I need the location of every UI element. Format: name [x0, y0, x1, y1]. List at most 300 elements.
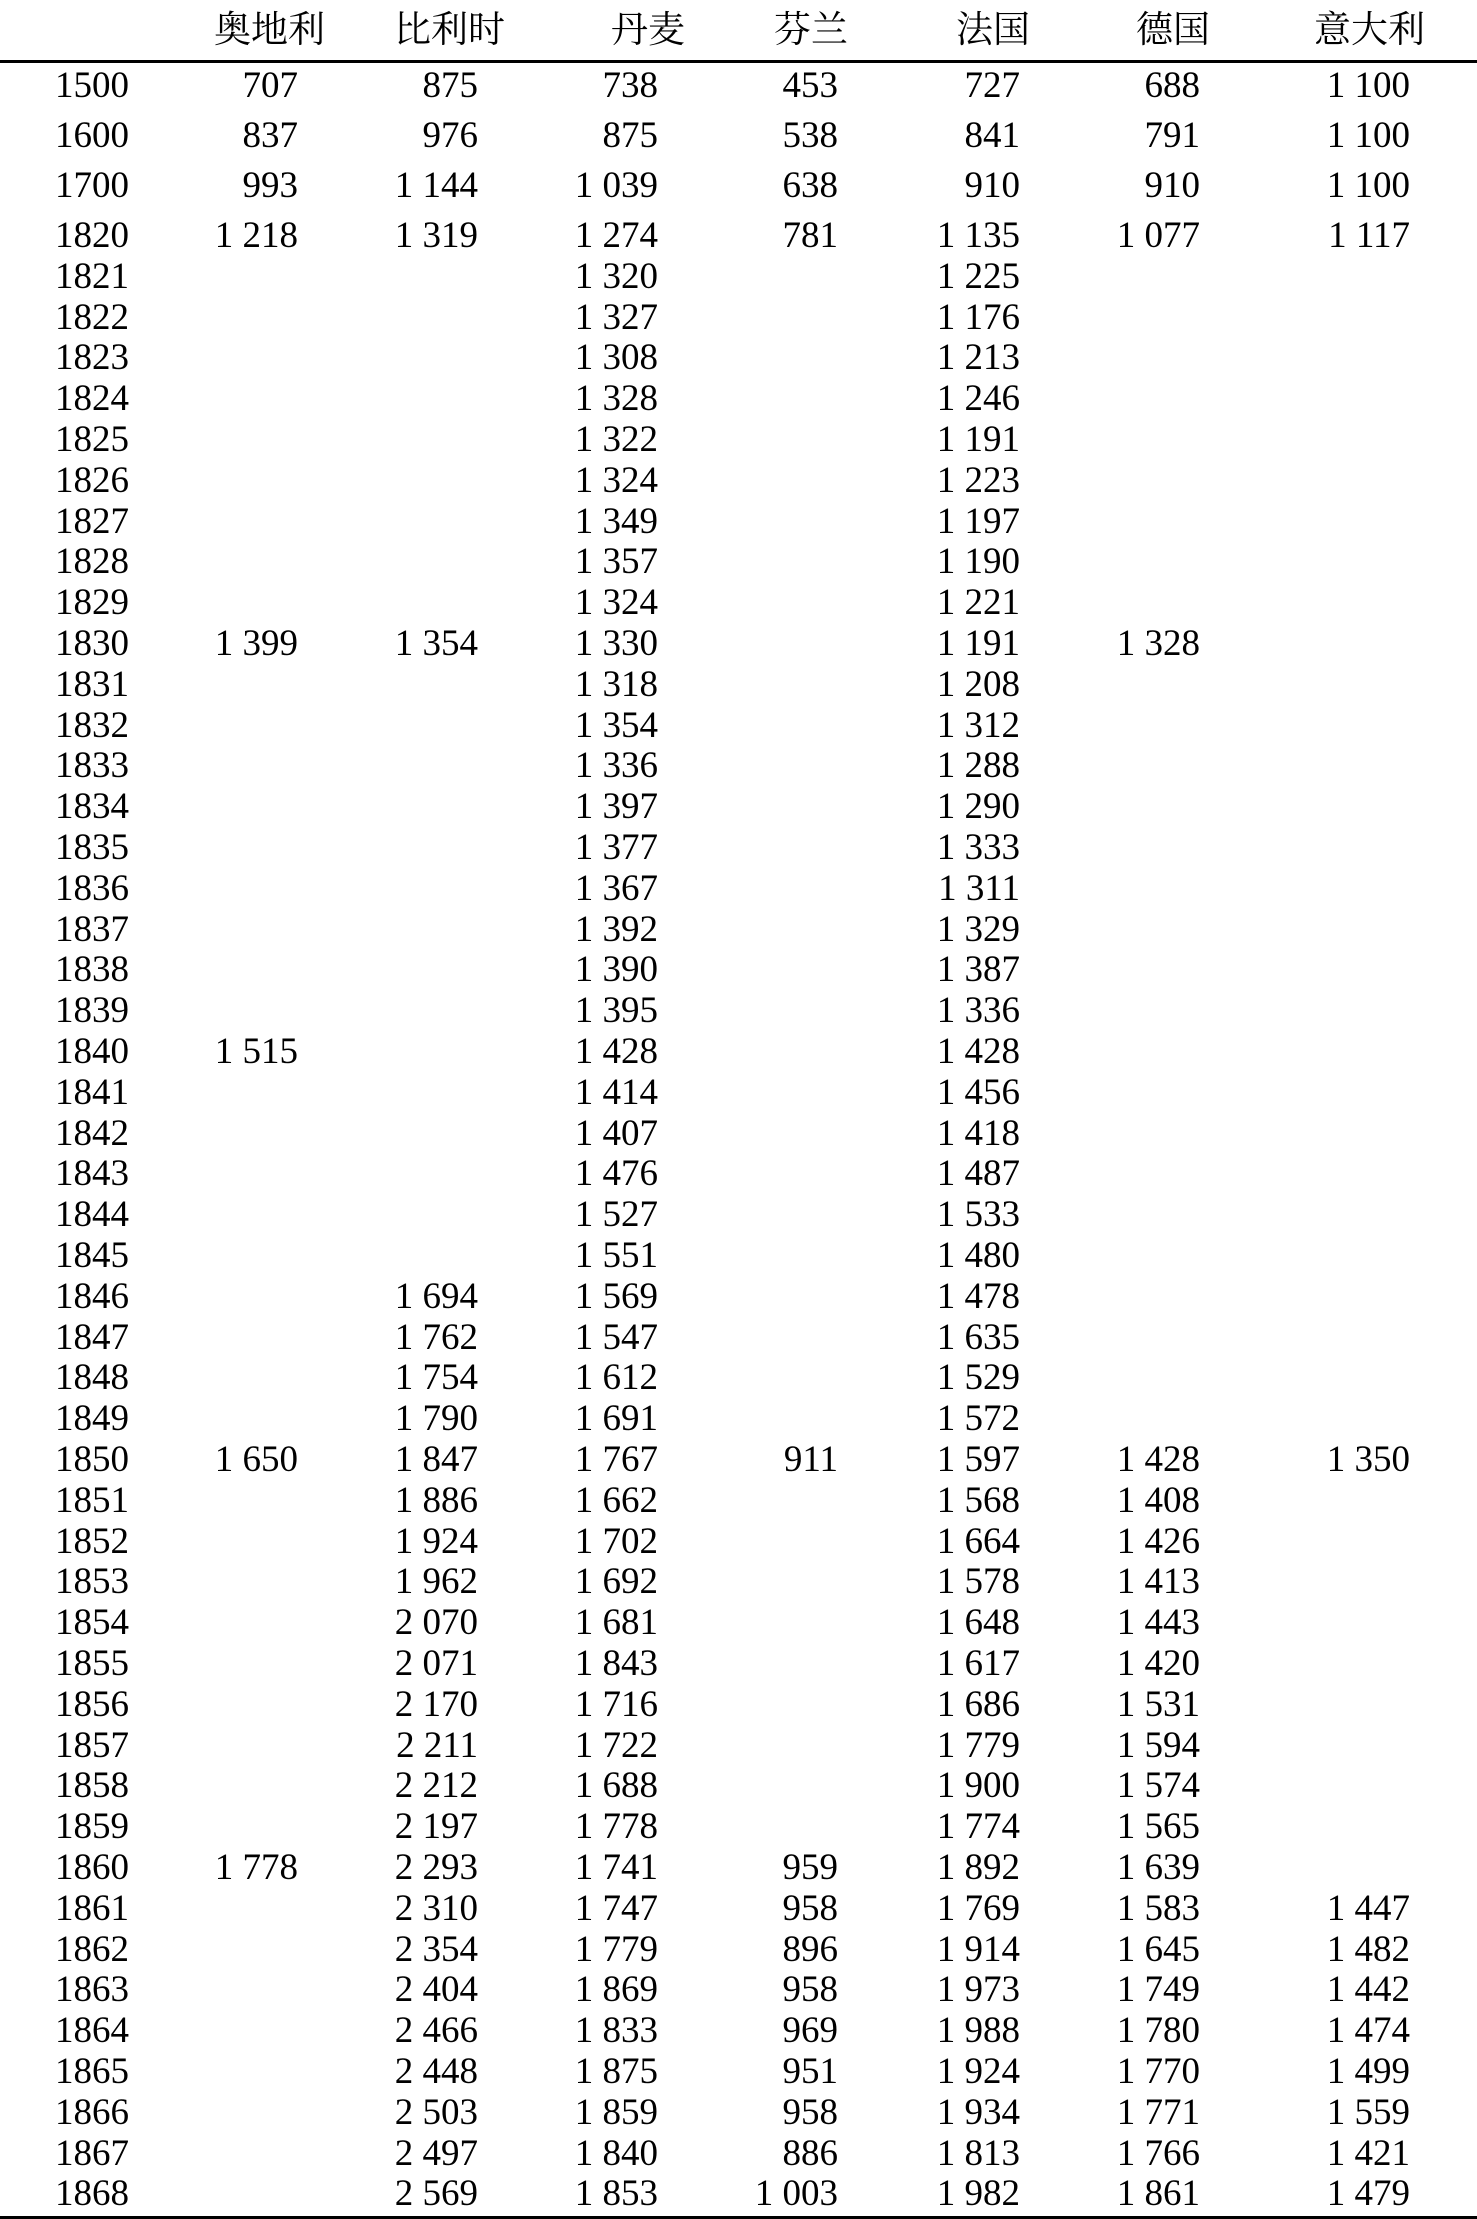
value-cell-finland: 453 — [782, 65, 838, 106]
header-austria: 奥地利 — [214, 8, 325, 51]
value-cell-finland: 958 — [782, 2091, 838, 2133]
value-cell-france: 1 480 — [936, 1235, 1020, 1276]
table-row — [0, 910, 1477, 950]
value-cell-denmark: 1 367 — [574, 867, 658, 909]
value-cell-denmark: 1 336 — [574, 745, 658, 787]
value-cell-france: 1 769 — [936, 1887, 1020, 1929]
value-cell-finland: 969 — [782, 2010, 838, 2052]
table-row — [0, 1766, 1477, 1806]
value-cell-belgium: 976 — [422, 115, 478, 156]
header-denmark: 丹麦 — [611, 8, 685, 51]
value-cell-finland: 896 — [782, 1928, 838, 1970]
value-cell-denmark: 1 390 — [574, 949, 658, 991]
value-cell-denmark: 1 662 — [574, 1479, 658, 1521]
year-cell: 1838 — [55, 949, 129, 991]
table-row — [0, 1440, 1477, 1480]
table-row — [0, 1685, 1477, 1725]
value-cell-france: 1 428 — [936, 1031, 1020, 1072]
value-cell-denmark: 1 414 — [574, 1071, 658, 1113]
table-row — [0, 991, 1477, 1031]
table-row — [0, 1073, 1477, 1113]
table-row — [0, 1807, 1477, 1847]
value-cell-france: 1 197 — [936, 500, 1020, 542]
value-cell-italy: 1 421 — [1326, 2132, 1410, 2174]
year-cell: 1855 — [55, 1643, 129, 1684]
table-row — [0, 1562, 1477, 1602]
value-cell-belgium: 1 144 — [394, 165, 478, 206]
table-row — [0, 1930, 1477, 1970]
year-cell: 1843 — [55, 1153, 129, 1195]
value-cell-denmark: 1 547 — [574, 1316, 658, 1358]
year-cell: 1867 — [55, 2132, 129, 2174]
value-cell-italy: 1 100 — [1326, 165, 1410, 206]
value-cell-denmark: 1 843 — [574, 1643, 658, 1684]
value-cell-france: 1 914 — [936, 1928, 1020, 1970]
value-cell-germany: 1 426 — [1116, 1520, 1200, 1562]
value-cell-france: 1 934 — [936, 2091, 1020, 2133]
value-cell-denmark: 1 322 — [574, 419, 658, 460]
year-cell: 1863 — [55, 1969, 129, 2011]
value-cell-france: 1 664 — [936, 1520, 1020, 1562]
value-cell-finland: 959 — [782, 1847, 838, 1888]
value-cell-denmark: 1 039 — [574, 165, 658, 206]
value-cell-belgium: 2 448 — [394, 2051, 478, 2092]
table-row — [0, 257, 1477, 297]
value-cell-france: 1 225 — [936, 255, 1020, 297]
value-cell-austria: 837 — [242, 115, 298, 156]
value-cell-france: 1 982 — [936, 2173, 1020, 2215]
table-row — [0, 1481, 1477, 1521]
year-cell: 1854 — [55, 1602, 129, 1644]
value-cell-germany: 1 077 — [1116, 215, 1200, 256]
table-row — [0, 1644, 1477, 1684]
value-cell-belgium: 2 070 — [394, 1602, 478, 1644]
value-cell-denmark: 1 767 — [574, 1439, 658, 1480]
value-cell-france: 1 290 — [936, 786, 1020, 828]
value-cell-germany: 1 766 — [1116, 2132, 1200, 2174]
table-row — [0, 116, 1477, 156]
value-cell-belgium: 1 886 — [394, 1479, 478, 1521]
value-cell-denmark: 1 551 — [574, 1235, 658, 1276]
value-cell-germany: 1 749 — [1116, 1969, 1200, 2011]
year-cell: 1864 — [55, 2010, 129, 2052]
value-cell-belgium: 2 404 — [394, 1969, 478, 2011]
value-cell-france: 1 779 — [936, 1724, 1020, 1766]
value-cell-denmark: 1 377 — [574, 827, 658, 868]
value-cell-france: 1 311 — [938, 867, 1020, 909]
table-row — [0, 461, 1477, 501]
year-cell: 1866 — [55, 2091, 129, 2133]
table-row — [0, 828, 1477, 868]
table-row — [0, 1195, 1477, 1235]
value-cell-denmark: 1 328 — [574, 378, 658, 420]
value-cell-belgium: 2 170 — [394, 1683, 478, 1725]
year-cell: 1827 — [55, 500, 129, 542]
value-cell-france: 1 568 — [936, 1479, 1020, 1521]
table-row — [0, 787, 1477, 827]
value-cell-denmark: 738 — [602, 65, 658, 106]
value-cell-denmark: 1 716 — [574, 1683, 658, 1725]
year-cell: 1852 — [55, 1520, 129, 1562]
year-cell: 1835 — [55, 827, 129, 868]
value-cell-denmark: 1 527 — [574, 1194, 658, 1236]
value-cell-france: 841 — [964, 115, 1020, 156]
year-cell: 1860 — [55, 1847, 129, 1888]
year-cell: 1830 — [55, 623, 129, 664]
value-cell-italy: 1 100 — [1326, 115, 1410, 156]
table-row — [0, 1114, 1477, 1154]
year-cell: 1834 — [55, 786, 129, 828]
table-row — [0, 2011, 1477, 2051]
value-cell-belgium: 2 497 — [394, 2132, 478, 2174]
value-cell-austria: 707 — [242, 65, 298, 106]
year-cell: 1846 — [55, 1275, 129, 1317]
value-cell-denmark: 1 859 — [574, 2091, 658, 2133]
value-cell-belgium: 2 466 — [394, 2010, 478, 2052]
table-row — [0, 66, 1477, 106]
table-row — [0, 2174, 1477, 2214]
value-cell-germany: 1 594 — [1116, 1724, 1200, 1766]
value-cell-france: 1 686 — [936, 1683, 1020, 1725]
value-cell-finland: 951 — [782, 2051, 838, 2092]
value-cell-denmark: 1 722 — [574, 1724, 658, 1766]
value-cell-france: 1 208 — [936, 663, 1020, 705]
value-cell-germany: 1 531 — [1116, 1683, 1200, 1725]
value-cell-finland: 958 — [782, 1887, 838, 1929]
value-cell-denmark: 1 875 — [574, 2051, 658, 2092]
value-cell-germany: 791 — [1144, 115, 1200, 156]
value-cell-finland: 781 — [782, 215, 838, 256]
year-cell: 1868 — [55, 2173, 129, 2215]
value-cell-austria: 1 515 — [214, 1031, 298, 1072]
value-cell-germany: 1 861 — [1116, 2173, 1200, 2215]
value-cell-finland: 958 — [782, 1969, 838, 2011]
year-cell: 1841 — [55, 1071, 129, 1113]
value-cell-belgium: 2 310 — [394, 1887, 478, 1929]
value-cell-denmark: 1 324 — [574, 459, 658, 501]
value-cell-austria: 1 399 — [214, 623, 298, 664]
value-cell-italy: 1 499 — [1326, 2051, 1410, 2092]
value-cell-denmark: 1 741 — [574, 1847, 658, 1888]
header-germany: 德国 — [1136, 8, 1210, 51]
value-cell-france: 1 648 — [936, 1602, 1020, 1644]
value-cell-germany: 1 328 — [1116, 623, 1200, 664]
year-cell: 1836 — [55, 867, 129, 909]
value-cell-germany: 1 771 — [1116, 2091, 1200, 2133]
year-cell: 1853 — [55, 1561, 129, 1603]
table-row — [0, 298, 1477, 338]
value-cell-denmark: 1 747 — [574, 1887, 658, 1929]
value-cell-denmark: 1 274 — [574, 215, 658, 256]
value-cell-belgium: 1 319 — [394, 215, 478, 256]
table-row — [0, 1603, 1477, 1643]
value-cell-denmark: 1 324 — [574, 582, 658, 624]
value-cell-denmark: 1 833 — [574, 2010, 658, 2052]
value-cell-france: 1 418 — [936, 1112, 1020, 1154]
value-cell-belgium: 2 293 — [394, 1847, 478, 1888]
value-cell-denmark: 1 397 — [574, 786, 658, 828]
value-cell-denmark: 875 — [602, 115, 658, 156]
value-cell-france: 1 191 — [936, 623, 1020, 664]
year-cell: 1824 — [55, 378, 129, 420]
value-cell-france: 1 533 — [936, 1194, 1020, 1236]
year-cell: 1851 — [55, 1479, 129, 1521]
value-cell-belgium: 2 197 — [394, 1806, 478, 1848]
value-cell-denmark: 1 349 — [574, 500, 658, 542]
table-row — [0, 2052, 1477, 2092]
value-cell-finland: 538 — [782, 115, 838, 156]
value-cell-france: 1 191 — [936, 419, 1020, 460]
value-cell-france: 1 176 — [936, 296, 1020, 338]
value-cell-denmark: 1 320 — [574, 255, 658, 297]
table-row — [0, 665, 1477, 705]
value-cell-finland: 638 — [782, 165, 838, 206]
value-cell-belgium: 2 211 — [396, 1724, 478, 1766]
value-cell-france: 1 221 — [936, 582, 1020, 624]
value-cell-italy: 1 117 — [1328, 215, 1410, 256]
value-cell-denmark: 1 357 — [574, 541, 658, 583]
year-cell: 1829 — [55, 582, 129, 624]
year-cell: 1822 — [55, 296, 129, 338]
value-cell-france: 1 333 — [936, 827, 1020, 868]
year-cell: 1862 — [55, 1928, 129, 1970]
table-row — [0, 2134, 1477, 2174]
value-cell-france: 1 456 — [936, 1071, 1020, 1113]
value-cell-france: 1 635 — [936, 1316, 1020, 1358]
value-cell-italy: 1 100 — [1326, 65, 1410, 106]
header-finland: 芬兰 — [774, 8, 848, 51]
value-cell-belgium: 1 354 — [394, 623, 478, 664]
value-cell-france: 1 597 — [936, 1439, 1020, 1480]
value-cell-france: 1 988 — [936, 2010, 1020, 2052]
table-row — [0, 1848, 1477, 1888]
table-row — [0, 420, 1477, 460]
value-cell-germany: 1 408 — [1116, 1479, 1200, 1521]
value-cell-france: 1 813 — [936, 2132, 1020, 2174]
value-cell-france: 1 973 — [936, 1969, 1020, 2011]
value-cell-france: 1 223 — [936, 459, 1020, 501]
table-header-row — [0, 0, 1477, 63]
year-cell: 1832 — [55, 704, 129, 746]
table-row — [0, 746, 1477, 786]
value-cell-denmark: 1 869 — [574, 1969, 658, 2011]
year-cell: 1600 — [55, 115, 129, 156]
value-cell-denmark: 1 330 — [574, 623, 658, 664]
value-cell-italy: 1 559 — [1326, 2091, 1410, 2133]
year-cell: 1858 — [55, 1765, 129, 1807]
value-cell-belgium: 2 503 — [394, 2091, 478, 2133]
value-cell-france: 1 288 — [936, 745, 1020, 787]
value-cell-germany: 1 639 — [1116, 1847, 1200, 1888]
year-cell: 1500 — [55, 65, 129, 106]
value-cell-france: 1 578 — [936, 1561, 1020, 1603]
value-cell-france: 1 900 — [936, 1765, 1020, 1807]
value-cell-denmark: 1 778 — [574, 1806, 658, 1848]
value-cell-denmark: 1 779 — [574, 1928, 658, 1970]
year-cell: 1821 — [55, 255, 129, 297]
value-cell-italy: 1 479 — [1326, 2173, 1410, 2215]
year-cell: 1823 — [55, 337, 129, 379]
year-cell: 1828 — [55, 541, 129, 583]
year-cell: 1840 — [55, 1031, 129, 1072]
value-cell-belgium: 1 790 — [394, 1398, 478, 1440]
value-cell-france: 1 924 — [936, 2051, 1020, 2092]
value-cell-belgium: 1 694 — [394, 1275, 478, 1317]
value-cell-germany: 1 413 — [1116, 1561, 1200, 1603]
year-cell: 1847 — [55, 1316, 129, 1358]
table-row — [0, 1358, 1477, 1398]
value-cell-italy: 1 482 — [1326, 1928, 1410, 1970]
value-cell-italy: 1 442 — [1326, 1969, 1410, 2011]
year-cell: 1844 — [55, 1194, 129, 1236]
value-cell-denmark: 1 428 — [574, 1031, 658, 1072]
value-cell-france: 1 774 — [936, 1806, 1020, 1848]
table-row — [0, 1889, 1477, 1929]
value-cell-france: 727 — [964, 65, 1020, 106]
value-cell-france: 1 617 — [936, 1643, 1020, 1684]
value-cell-finland: 886 — [782, 2132, 838, 2174]
value-cell-france: 1 190 — [936, 541, 1020, 583]
table-row — [0, 2093, 1477, 2133]
value-cell-italy: 1 474 — [1326, 2010, 1410, 2052]
table-row — [0, 1726, 1477, 1766]
value-cell-denmark: 1 395 — [574, 990, 658, 1032]
year-cell: 1850 — [55, 1439, 129, 1480]
value-cell-denmark: 1 612 — [574, 1357, 658, 1399]
header-france: 法国 — [956, 8, 1030, 51]
table-row — [0, 216, 1477, 256]
table-row — [0, 1399, 1477, 1439]
value-cell-germany: 1 645 — [1116, 1928, 1200, 1970]
value-cell-germany: 1 574 — [1116, 1765, 1200, 1807]
value-cell-denmark: 1 702 — [574, 1520, 658, 1562]
table-row — [0, 706, 1477, 746]
table-row — [0, 1032, 1477, 1072]
value-cell-france: 1 892 — [936, 1847, 1020, 1888]
header-italy: 意大利 — [1314, 8, 1425, 51]
table-row — [0, 1154, 1477, 1194]
value-cell-finland: 911 — [783, 1439, 838, 1480]
value-cell-france: 1 478 — [936, 1275, 1020, 1317]
table-row — [0, 624, 1477, 664]
value-cell-germany: 1 443 — [1116, 1602, 1200, 1644]
value-cell-france: 1 572 — [936, 1398, 1020, 1440]
value-cell-belgium: 1 962 — [394, 1561, 478, 1603]
value-cell-belgium: 1 762 — [394, 1316, 478, 1358]
table-row — [0, 542, 1477, 582]
value-cell-italy: 1 350 — [1326, 1439, 1410, 1480]
year-cell: 1837 — [55, 908, 129, 950]
table-row — [0, 338, 1477, 378]
value-cell-denmark: 1 569 — [574, 1275, 658, 1317]
table-row — [0, 583, 1477, 623]
value-cell-france: 1 312 — [936, 704, 1020, 746]
year-cell: 1831 — [55, 663, 129, 705]
value-cell-austria: 1 218 — [214, 215, 298, 256]
table-row — [0, 1522, 1477, 1562]
table-row — [0, 1970, 1477, 2010]
table-row — [0, 502, 1477, 542]
value-cell-germany: 1 428 — [1116, 1439, 1200, 1480]
header-belgium: 比利时 — [394, 8, 505, 51]
year-cell: 1839 — [55, 990, 129, 1032]
value-cell-france: 1 246 — [936, 378, 1020, 420]
year-cell: 1825 — [55, 419, 129, 460]
value-cell-france: 1 387 — [936, 949, 1020, 991]
value-cell-germany: 1 780 — [1116, 2010, 1200, 2052]
value-cell-belgium: 2 212 — [394, 1765, 478, 1807]
table-row — [0, 379, 1477, 419]
value-cell-austria: 1 778 — [214, 1847, 298, 1888]
value-cell-austria: 993 — [242, 165, 298, 206]
value-cell-germany: 1 420 — [1116, 1643, 1200, 1684]
value-cell-belgium: 2 071 — [394, 1643, 478, 1684]
value-cell-belgium: 1 924 — [394, 1520, 478, 1562]
year-cell: 1859 — [55, 1806, 129, 1848]
year-cell: 1845 — [55, 1235, 129, 1276]
year-cell: 1849 — [55, 1398, 129, 1440]
value-cell-denmark: 1 407 — [574, 1112, 658, 1154]
table-row — [0, 869, 1477, 909]
value-cell-denmark: 1 476 — [574, 1153, 658, 1195]
year-cell: 1700 — [55, 165, 129, 206]
value-cell-denmark: 1 691 — [574, 1398, 658, 1440]
value-cell-belgium: 2 354 — [394, 1928, 478, 1970]
value-cell-finland: 1 003 — [754, 2173, 838, 2215]
table-row — [0, 1277, 1477, 1317]
value-cell-denmark: 1 688 — [574, 1765, 658, 1807]
table-row — [0, 1236, 1477, 1276]
year-cell: 1856 — [55, 1683, 129, 1725]
table-row — [0, 1318, 1477, 1358]
value-cell-france: 1 135 — [936, 215, 1020, 256]
value-cell-germany: 910 — [1144, 165, 1200, 206]
value-cell-denmark: 1 308 — [574, 337, 658, 379]
year-cell: 1820 — [55, 215, 129, 256]
value-cell-belgium: 875 — [422, 65, 478, 106]
value-cell-germany: 1 565 — [1116, 1806, 1200, 1848]
value-cell-belgium: 1 847 — [394, 1439, 478, 1480]
year-cell: 1865 — [55, 2051, 129, 2092]
year-cell: 1857 — [55, 1724, 129, 1766]
value-cell-france: 1 336 — [936, 990, 1020, 1032]
value-cell-france: 1 329 — [936, 908, 1020, 950]
value-cell-denmark: 1 681 — [574, 1602, 658, 1644]
value-cell-denmark: 1 392 — [574, 908, 658, 950]
year-cell: 1842 — [55, 1112, 129, 1154]
value-cell-denmark: 1 354 — [574, 704, 658, 746]
year-cell: 1861 — [55, 1887, 129, 1929]
year-cell: 1848 — [55, 1357, 129, 1399]
value-cell-denmark: 1 840 — [574, 2132, 658, 2174]
value-cell-denmark: 1 327 — [574, 296, 658, 338]
value-cell-denmark: 1 692 — [574, 1561, 658, 1603]
table-row — [0, 950, 1477, 990]
value-cell-denmark: 1 853 — [574, 2173, 658, 2215]
value-cell-germany: 688 — [1144, 65, 1200, 106]
value-cell-austria: 1 650 — [214, 1439, 298, 1480]
year-cell: 1833 — [55, 745, 129, 787]
table-row — [0, 166, 1477, 206]
year-cell: 1826 — [55, 459, 129, 501]
value-cell-france: 1 487 — [936, 1153, 1020, 1195]
value-cell-france: 1 213 — [936, 337, 1020, 379]
value-cell-belgium: 1 754 — [394, 1357, 478, 1399]
value-cell-denmark: 1 318 — [574, 663, 658, 705]
value-cell-germany: 1 770 — [1116, 2051, 1200, 2092]
value-cell-france: 910 — [964, 165, 1020, 206]
value-cell-france: 1 529 — [936, 1357, 1020, 1399]
